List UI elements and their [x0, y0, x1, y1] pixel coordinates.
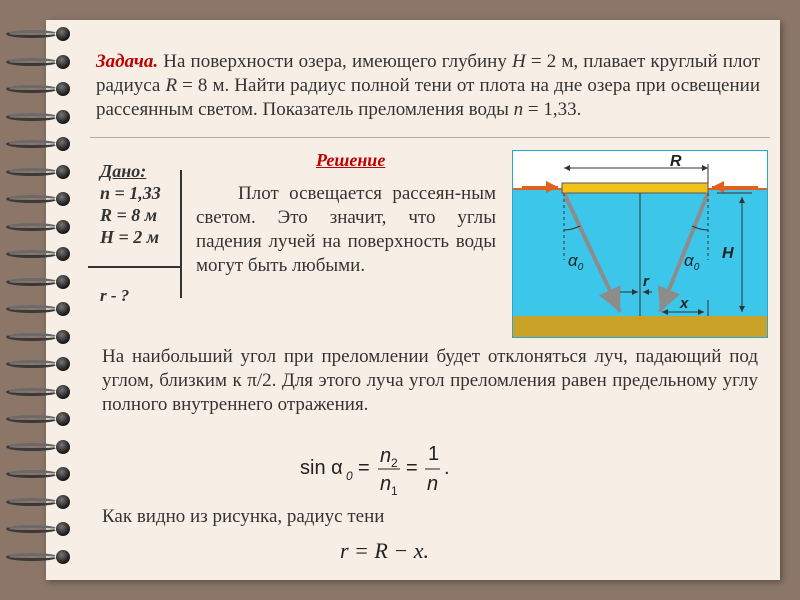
label-alpha-right: $\alpha_0$ — [684, 251, 700, 273]
svg-text:.: . — [444, 457, 450, 479]
solution-paragraph-2: На наибольший угол при преломлении будет отклоняться луч, падающий под углом, близким к π/2. Для этого луча угол преломления равен предельному углу полного внутреннего отражения. — [102, 346, 758, 415]
spiral-ring — [6, 325, 76, 347]
solution-paragraph-1: Плот освещается рассеян-ным светом. Это значит, что углы падения лучей на поверхность воды могут быть любыми. — [196, 183, 496, 276]
find-text: r - ? — [100, 286, 130, 305]
spiral-ring — [6, 22, 76, 44]
spiral-ring — [6, 545, 76, 567]
svg-text:n: n — [380, 473, 392, 495]
spiral-ring — [6, 105, 76, 127]
label-x: x — [680, 295, 689, 312]
given-line: n = 1,33 — [100, 183, 161, 203]
svg-text:n: n — [380, 445, 392, 467]
spiral-ring — [6, 215, 76, 237]
spiral-ring — [6, 380, 76, 402]
label-H: H — [722, 245, 734, 262]
svg-text:=: = — [406, 457, 418, 479]
spiral-ring — [6, 160, 76, 182]
svg-text:2: 2 — [391, 456, 398, 470]
spiral-ring — [6, 490, 76, 512]
spiral-ring — [6, 50, 76, 72]
divider — [90, 137, 770, 138]
problem-label: Задача. — [96, 51, 159, 72]
solution-paragraph-3: Как видно из рисунка, радиус тени — [102, 506, 385, 527]
label-r: r — [643, 273, 649, 290]
svg-text:=: = — [358, 457, 370, 479]
label-R: R — [670, 153, 682, 170]
spiral-ring — [6, 462, 76, 484]
given-block — [100, 160, 161, 248]
spiral-ring — [6, 407, 76, 429]
spiral-ring — [6, 517, 76, 539]
given-line: R = 8 м — [100, 205, 158, 225]
spiral-ring — [6, 297, 76, 319]
spiral-ring — [6, 270, 76, 292]
formula-r: r = R − x. — [340, 538, 429, 563]
svg-text:0: 0 — [346, 469, 353, 483]
lake-bottom — [513, 316, 767, 337]
solution-heading: Решение — [316, 150, 386, 170]
given-title: Дано: — [100, 161, 147, 181]
problem-statement: Задача. На поверхности озера, имеющего глубину H = 2 м, плавает круглый плот радиуса R = 8 м. Найти радиус полной тени от плота на дне озера при освещении рассеянным светом. Показатель преломления воды n = 1,33. — [96, 51, 760, 120]
given-line: H = 2 м — [100, 227, 160, 247]
spiral-ring — [6, 187, 76, 209]
spiral-binding — [0, 22, 80, 582]
spiral-ring — [6, 352, 76, 374]
svg-text:1: 1 — [391, 484, 398, 496]
svg-text:1: 1 — [428, 443, 440, 465]
given-vertical-line — [180, 170, 182, 298]
raft — [562, 183, 708, 193]
spiral-ring — [6, 132, 76, 154]
given-horizontal-line — [88, 266, 181, 268]
label-alpha-left: $\alpha_0$ — [568, 251, 584, 273]
spiral-ring — [6, 77, 76, 99]
svg-text:n: n — [427, 473, 439, 495]
spiral-ring — [6, 435, 76, 457]
spiral-ring — [6, 242, 76, 264]
formula-sin-alpha — [300, 440, 460, 496]
svg-text:sin α: sin α — [300, 457, 343, 479]
raft-diagram — [512, 150, 768, 338]
